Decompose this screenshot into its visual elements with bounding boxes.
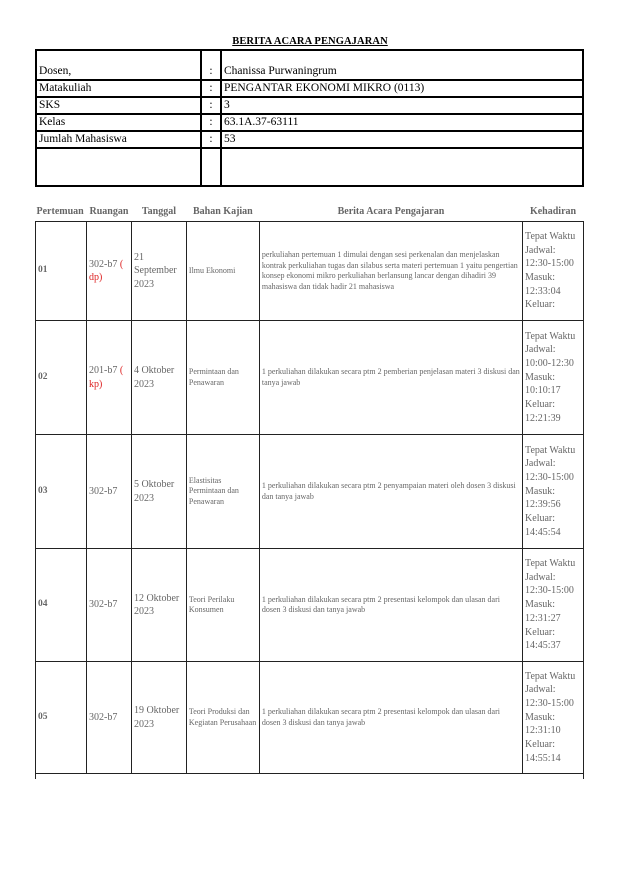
kehadiran-keluar-label: Keluar:	[525, 299, 556, 311]
info-separator: :	[201, 97, 221, 114]
cell-bahan-kajian: Teori Perilaku Konsumen	[186, 549, 259, 662]
kehadiran-masuk-label: Masuk:	[525, 272, 556, 283]
kehadiran-keluar: 14:55:14	[525, 752, 561, 764]
table-header-row	[36, 201, 584, 222]
info-row-sks	[36, 97, 583, 114]
ruangan-code: 302-b7	[88, 258, 118, 270]
info-separator: :	[201, 131, 221, 148]
kehadiran-status: Tepat Waktu	[525, 330, 576, 342]
info-label: Dosen,	[36, 50, 201, 80]
empty-cell	[221, 148, 583, 186]
info-separator: :	[201, 50, 221, 80]
cell-tanggal: 19 Oktober 2023	[131, 662, 186, 774]
cell-kehadiran	[523, 222, 584, 321]
kehadiran-jadwal: 10:00-12:30	[525, 357, 574, 369]
header-berita-acara: Berita Acara Pengajaran	[337, 205, 445, 217]
kehadiran-keluar: 14:45:54	[525, 526, 561, 538]
kehadiran-jadwal-label: Jadwal:	[525, 571, 556, 583]
kehadiran-masuk: 12:31:27	[525, 612, 561, 624]
cell-berita-acara: 1 perkuliahan dilakukan secara ptm 2 pemberian penjelasan materi 3 diskusi dan tanya jawab	[259, 321, 522, 435]
info-row-kelas	[36, 114, 583, 131]
table-row	[36, 222, 584, 321]
table-row	[36, 549, 584, 662]
kehadiran-jadwal: 12:30-15:00	[525, 585, 574, 597]
kehadiran-masuk-label: Masuk:	[525, 599, 556, 611]
cell-tanggal: 21 September 2023	[131, 222, 186, 321]
cell-ruangan	[86, 222, 131, 321]
info-label: Matakuliah	[36, 80, 201, 97]
ruangan-note: ( dp)	[88, 258, 124, 283]
kehadiran-masuk-label: Masuk:	[525, 371, 556, 383]
ruangan-code: 302-b7	[88, 599, 118, 611]
header-bahan-kajian: Bahan Kajian	[193, 205, 253, 217]
table-row	[36, 662, 584, 774]
cell-bahan-kajian: Ilmu Ekonomi	[186, 222, 259, 321]
header-ruangan: Ruangan	[89, 205, 129, 217]
cell-berita-acara: perkuliahan pertemuan 1 dimulai dengan sesi perkenalan dan menjelaskan kontrak perkuliahan tugas dan silabus serta materi pertemuan 1 yaitu pengertian konsep ekonomi mikro perkuliahan berlansung lancar dengan dihadiri 39 mahasiswa dan tidak hadir 21 mahasiswa	[259, 222, 522, 321]
cell-berita-acara: 1 perkuliahan dilakukan secara ptm 2 presentasi kelompok dan ulasan dari dosen 3 diskusi dan tanya jawab	[259, 549, 522, 662]
kehadiran-keluar-label: Keluar:	[525, 626, 556, 638]
cell-pertemuan: 04	[36, 549, 87, 662]
header-tanggal: Tanggal	[141, 205, 176, 217]
info-value: Chanissa Purwaningrum	[221, 50, 583, 80]
ruangan-code: 302-b7	[88, 711, 118, 723]
cell-berita-acara: 1 perkuliahan dilakukan secara ptm 2 presentasi kelompok dan ulasan dari dosen 3 diskusi dan tanya jawab	[259, 662, 522, 774]
info-label: Jumlah Mahasiswa	[36, 131, 201, 148]
cell-ruangan	[86, 662, 131, 774]
info-value: PENGANTAR EKONOMI MIKRO (0113)	[221, 80, 583, 97]
kehadiran-masuk: 12:39:56	[525, 499, 561, 511]
cell-bahan-kajian: Elastisitas Permintaan dan Penawaran	[186, 435, 259, 549]
cell-tanggal: 4 Oktober 2023	[131, 321, 186, 435]
kehadiran-status: Tepat Waktu	[525, 670, 576, 682]
cell-tanggal: 12 Oktober 2023	[131, 549, 186, 662]
info-value: 63.1A.37-63111	[221, 114, 583, 131]
cell-kehadiran	[523, 662, 584, 774]
info-row-empty	[36, 148, 583, 186]
ruangan-note: ( kp)	[88, 365, 124, 390]
kehadiran-keluar-label: Keluar:	[525, 513, 556, 525]
info-label: SKS	[36, 97, 201, 114]
kehadiran-masuk: 12:31:10	[525, 725, 561, 737]
info-row-jumlah-mahasiswa	[36, 131, 583, 148]
kehadiran-status: Tepat Waktu	[525, 444, 576, 456]
cell-pertemuan: 02	[36, 321, 87, 435]
kehadiran-masuk-label: Masuk:	[525, 485, 556, 497]
kehadiran-masuk-label: Masuk:	[525, 711, 556, 723]
table-continuation-edge	[35, 773, 584, 779]
empty-cell	[201, 148, 221, 186]
kehadiran-jadwal: 12:30-15:00	[525, 258, 574, 270]
kehadiran-keluar: 12:21:39	[525, 412, 561, 424]
cell-ruangan	[86, 549, 131, 662]
cell-pertemuan: 01	[36, 222, 87, 321]
meetings-table	[35, 201, 584, 774]
cell-ruangan	[86, 321, 131, 435]
kehadiran-keluar: 14:45:37	[525, 640, 561, 652]
kehadiran-status: Tepat Waktu	[525, 558, 576, 570]
cell-berita-acara: 1 perkuliahan dilakukan secara ptm 2 penyampaian materi oleh dosen 3 diskusi dan tanya jawab	[259, 435, 522, 549]
ruangan-code: 302-b7	[88, 485, 118, 497]
info-value: 3	[221, 97, 583, 114]
cell-pertemuan: 03	[36, 435, 87, 549]
kehadiran-jadwal-label: Jadwal:	[525, 244, 556, 256]
kehadiran-status: Tepat Waktu	[525, 230, 576, 242]
kehadiran-keluar-label: Keluar:	[525, 399, 556, 411]
cell-bahan-kajian: Permintaan dan Penawaran	[186, 321, 259, 435]
kehadiran-masuk: 12:33:04	[525, 285, 561, 297]
info-row-dosen	[36, 50, 583, 80]
cell-tanggal: 5 Oktober 2023	[131, 435, 186, 549]
cell-kehadiran	[523, 549, 584, 662]
cell-bahan-kajian: Teori Produksi dan Kegiatan Perusahaan	[186, 662, 259, 774]
cell-pertemuan: 05	[36, 662, 87, 774]
kehadiran-jadwal: 12:30-15:00	[525, 471, 574, 483]
kehadiran-jadwal-label: Jadwal:	[525, 458, 556, 470]
table-row	[36, 435, 584, 549]
kehadiran-jadwal-label: Jadwal:	[525, 344, 556, 356]
ruangan-code: 201-b7	[88, 365, 118, 376]
cell-kehadiran	[523, 435, 584, 549]
cell-kehadiran	[523, 321, 584, 435]
info-label: Kelas	[36, 114, 201, 131]
course-info-table	[35, 49, 584, 187]
info-value: 53	[221, 131, 583, 148]
info-separator: :	[201, 80, 221, 97]
page-title: BERITA ACARA PENGAJARAN	[232, 36, 388, 47]
kehadiran-jadwal-label: Jadwal:	[525, 684, 556, 696]
kehadiran-keluar-label: Keluar:	[525, 739, 556, 751]
kehadiran-jadwal: 12:30-15:00	[525, 697, 574, 709]
info-separator: :	[201, 114, 221, 131]
header-pertemuan: Pertemuan	[36, 205, 84, 217]
kehadiran-masuk: 10:10:17	[525, 385, 561, 397]
header-kehadiran: Kehadiran	[529, 205, 577, 217]
empty-cell	[36, 148, 201, 186]
cell-ruangan	[86, 435, 131, 549]
info-row-matakuliah	[36, 80, 583, 97]
table-row	[36, 321, 584, 435]
